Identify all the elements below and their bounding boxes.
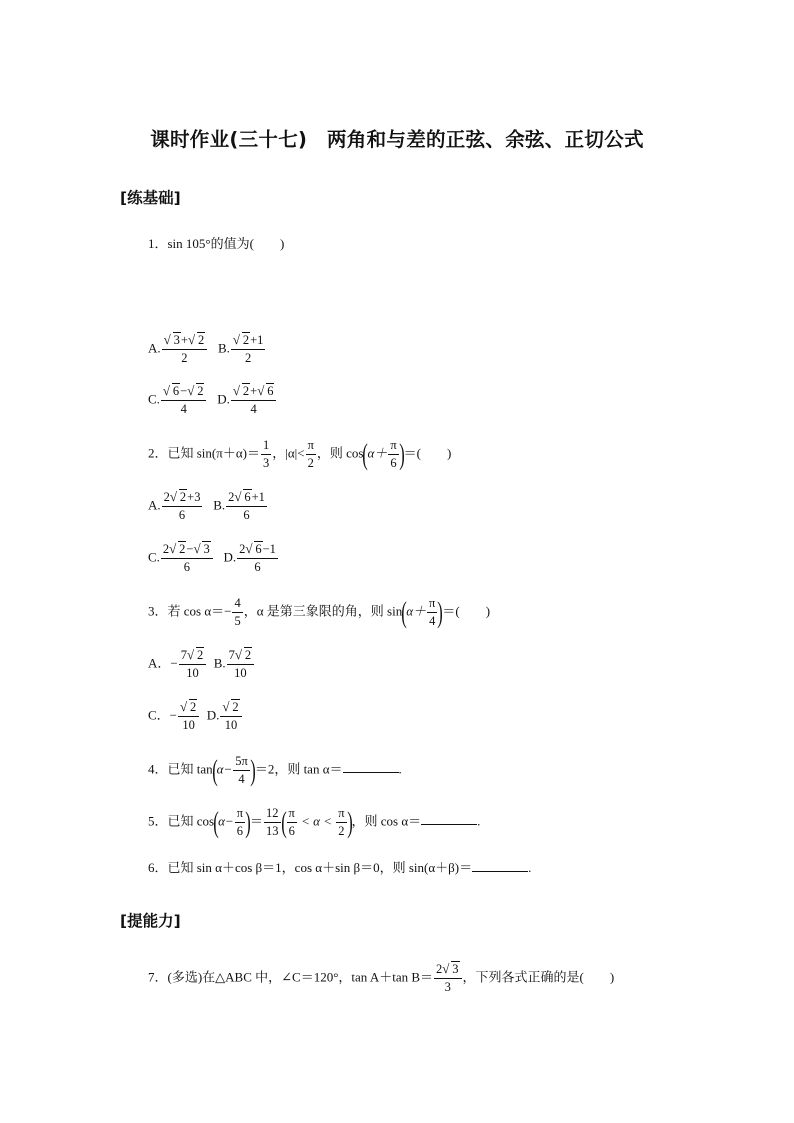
question-1-options-cd	[148, 384, 277, 417]
question-1-options-ab	[148, 333, 266, 366]
question-2-stem: 2．已知 sin(π＋α)＝ $\frac{1}{3}$ ，|α|< $\frac{\pi}{2}$ ，则 cos(α＋ $\frac{\pi}{6}$ )＝( )	[148, 437, 452, 471]
fraction: √ $\frac{6-√ 2}{4}$	[161, 384, 207, 417]
answer-blank[interactable]	[343, 760, 399, 773]
question-6: 6．已知 sin α＋cos β＝1，cos α＋sin β＝0，则 sin(α＋β)＝ .	[148, 860, 532, 875]
fraction: √ $\frac{2+√ 6}{4}$	[231, 384, 277, 417]
section-basic: [练基础]	[120, 189, 181, 207]
question-7: 7．(多选)在△ABC 中，∠C＝120°，tan A＋tan B＝ $\frac{2√ 3}{3}$ ，下列各式正确的是( )	[148, 962, 614, 995]
section-advanced: [提能力]	[120, 912, 181, 930]
fraction: √ $\frac{3+√ 2}{2}$	[162, 333, 208, 366]
answer-blank[interactable]	[472, 859, 528, 872]
option-label: B.	[217, 340, 230, 356]
option-label: D.	[217, 391, 230, 407]
question-2-options-ab: A. $\frac{2√ 2+3}{6}$ B. $\frac{2√ 6+1}{6}$	[148, 490, 268, 523]
question-5: 5．已知 cos(α− $\frac{\pi}{6}$ )＝ $\frac{12}{13}$ ( $\frac{\pi}{6}$ < α < $\frac{\pi}{2}$ )，则 cos α＝ .	[148, 805, 481, 839]
page-title: 课时作业(三十七) 两角和与差的正弦、余弦、正切公式	[150, 128, 644, 151]
question-1-stem: 1．sin 105°的值为( )	[148, 236, 285, 251]
answer-blank[interactable]	[421, 812, 477, 825]
question-3-stem: 3．若 cos α＝− $\frac{4}{5}$ ，α 是第三象限的角，则 sin(α＋ $\frac{\pi}{4}$ )＝( )	[148, 595, 491, 629]
option-label: C.	[148, 391, 160, 407]
question-4: 4．已知 tan(α− $\frac{5\pi}{4}$ )＝2，则 tan α＝ .	[148, 753, 402, 787]
question-3-options-ab: A．− $\frac{7√ 2}{10}$ B. $\frac{7√ 2}{10}$	[148, 648, 255, 681]
fraction: √ $\frac{2+1}{2}$	[231, 333, 266, 366]
question-3-options-cd: C．− √ $\frac{2}{10}$ D. √ $\frac{2}{10}$	[148, 700, 243, 733]
option-label: A.	[148, 340, 161, 356]
question-2-options-cd: C. $\frac{2√ 2-√ 3}{6}$ D. $\frac{2√ 6-1}{6}$	[148, 542, 279, 575]
